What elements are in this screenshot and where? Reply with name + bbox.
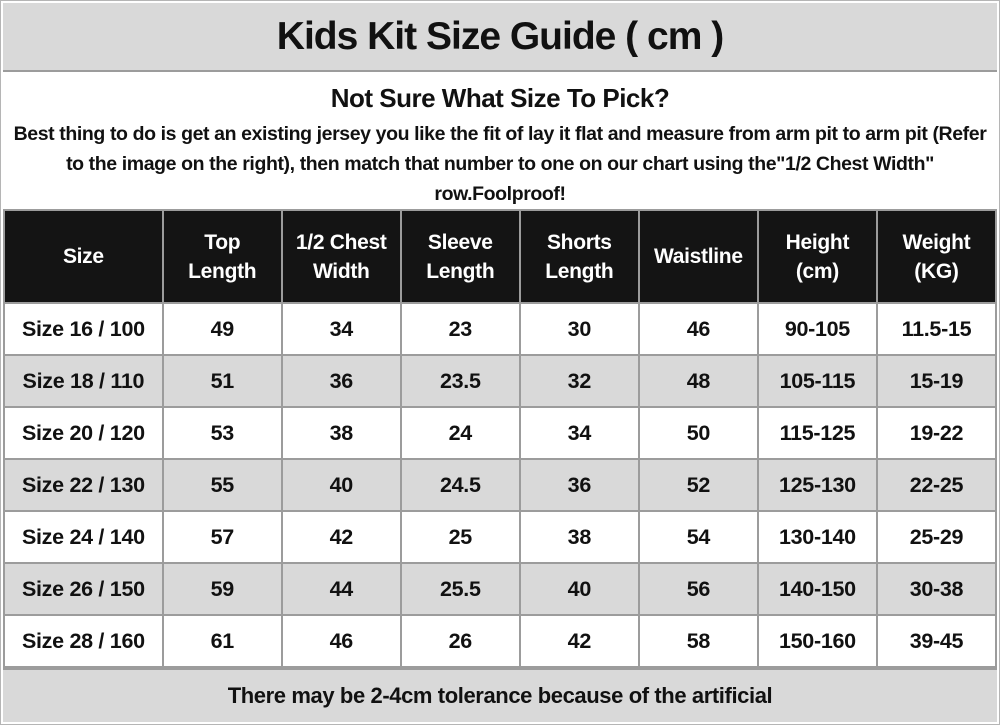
measurement-cell: 46 [639,303,758,355]
intro-body-text: Best thing to do is get an existing jersey you like the fit of lay it flat and measure from arm pit to arm pit (Refer to the image on the right), then match that number to one on our chart using the"1/2 Chest Width" row.Foolproof! [13,123,987,205]
table-row [4,563,996,615]
table-row [4,511,996,563]
tolerance-note: There may be 2-4cm tolerance because of the artificial [227,683,773,708]
header-row [4,210,996,303]
measurement-cell: 38 [520,511,639,563]
measurement-cell: 56 [639,563,758,615]
size-table [3,209,997,668]
size-table-head [4,210,996,303]
measurement-cell: 25 [401,511,520,563]
measurement-cell: 38 [282,407,401,459]
page-title: Kids Kit Size Guide ( cm ) [276,14,724,58]
measurement-cell: 34 [282,303,401,355]
column-header: Weight (KG) [877,210,996,303]
table-row [4,407,996,459]
measurement-cell: 36 [282,355,401,407]
measurement-cell: 25.5 [401,563,520,615]
measurement-cell: 115-125 [758,407,877,459]
title-band [3,3,997,72]
measurement-cell: 53 [163,407,282,459]
measurement-cell: 49 [163,303,282,355]
measurement-cell: 140-150 [758,563,877,615]
measurement-cell: 55 [163,459,282,511]
measurement-cell: 39-45 [877,615,996,667]
measurement-cell: 59 [163,563,282,615]
measurement-cell: 34 [520,407,639,459]
measurement-cell: 61 [163,615,282,667]
table-row [4,459,996,511]
table-row [4,615,996,667]
measurement-cell: 11.5-15 [877,303,996,355]
measurement-cell: 32 [520,355,639,407]
column-header: Waistline [639,210,758,303]
measurement-cell: 58 [639,615,758,667]
column-header: Shorts Length [520,210,639,303]
intro-heading: Not Sure What Size To Pick? [330,83,670,113]
measurement-cell: 15-19 [877,355,996,407]
measurement-cell: 46 [282,615,401,667]
size-label-cell: Size 24 / 140 [4,511,163,563]
measurement-cell: 36 [520,459,639,511]
footer-band [3,668,997,722]
measurement-cell: 24 [401,407,520,459]
column-header: 1/2 Chest Width [282,210,401,303]
measurement-cell: 24.5 [401,459,520,511]
measurement-cell: 30-38 [877,563,996,615]
measurement-cell: 57 [163,511,282,563]
column-header: Height (cm) [758,210,877,303]
measurement-cell: 105-115 [758,355,877,407]
table-row [4,303,996,355]
measurement-cell: 25-29 [877,511,996,563]
measurement-cell: 40 [520,563,639,615]
measurement-cell: 54 [639,511,758,563]
measurement-cell: 50 [639,407,758,459]
measurement-cell: 44 [282,563,401,615]
measurement-cell: 26 [401,615,520,667]
measurement-cell: 150-160 [758,615,877,667]
measurement-cell: 40 [282,459,401,511]
measurement-cell: 130-140 [758,511,877,563]
size-label-cell: Size 16 / 100 [4,303,163,355]
measurement-cell: 19-22 [877,407,996,459]
measurement-cell: 52 [639,459,758,511]
measurement-cell: 48 [639,355,758,407]
measurement-cell: 125-130 [758,459,877,511]
measurement-cell: 42 [282,511,401,563]
size-label-cell: Size 26 / 150 [4,563,163,615]
size-label-cell: Size 18 / 110 [4,355,163,407]
measurement-cell: 51 [163,355,282,407]
measurement-cell: 23.5 [401,355,520,407]
column-header: Size [4,210,163,303]
column-header: Top Length [163,210,282,303]
table-row [4,355,996,407]
size-label-cell: Size 28 / 160 [4,615,163,667]
measurement-cell: 22-25 [877,459,996,511]
size-label-cell: Size 20 / 120 [4,407,163,459]
measurement-cell: 42 [520,615,639,667]
measurement-cell: 90-105 [758,303,877,355]
size-label-cell: Size 22 / 130 [4,459,163,511]
intro-section [3,72,997,209]
measurement-cell: 30 [520,303,639,355]
size-table-body [4,303,996,667]
measurement-cell: 23 [401,303,520,355]
column-header: Sleeve Length [401,210,520,303]
